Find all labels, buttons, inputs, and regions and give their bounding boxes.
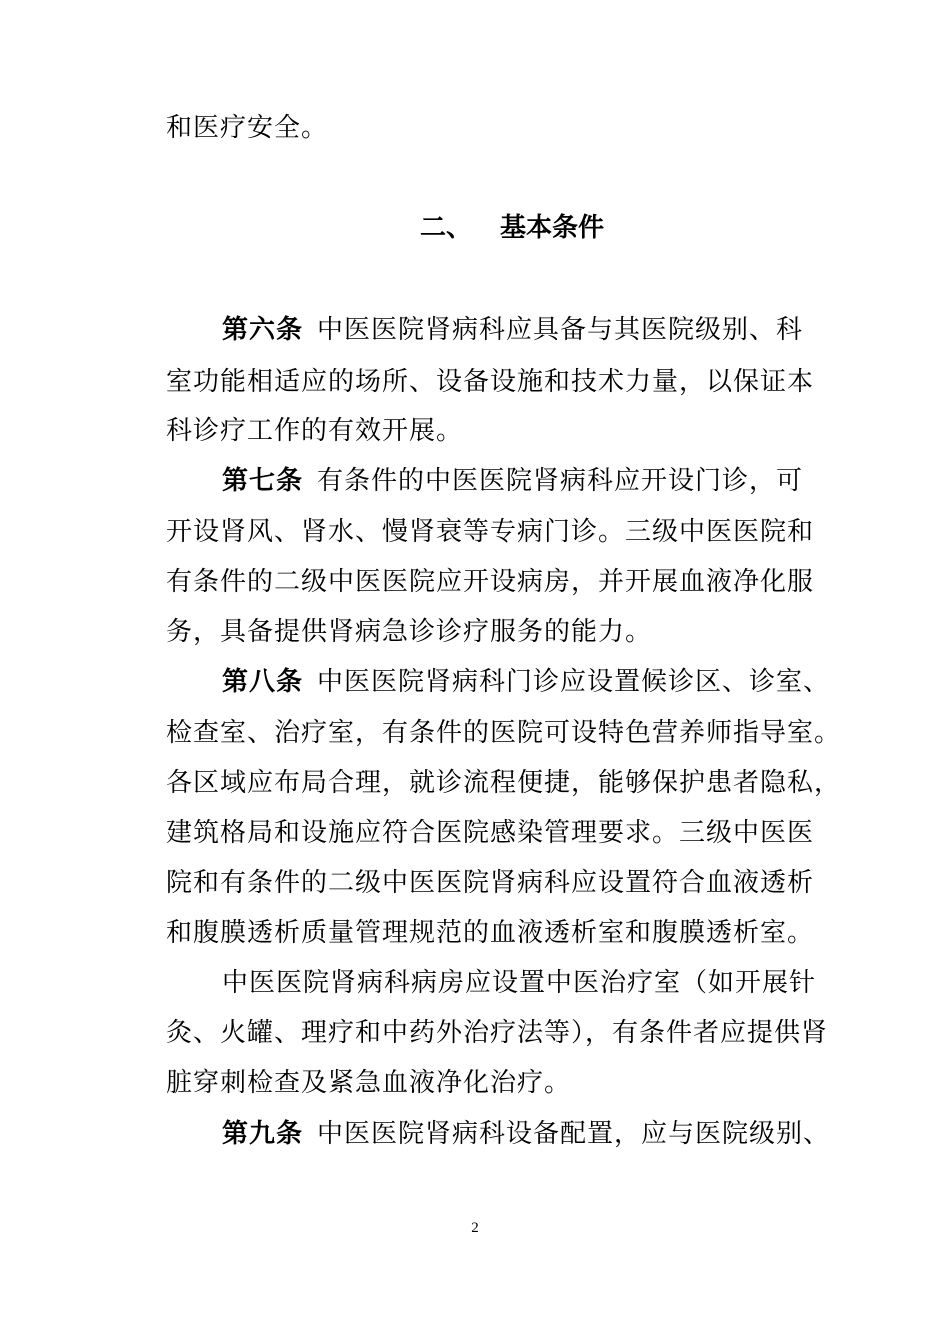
text-line: 室功能相适应的场所、设备设施和技术力量，以保证本 xyxy=(166,367,815,397)
text-line: 科诊疗工作的有效开展。 xyxy=(166,416,464,446)
article-paragraph-start xyxy=(222,665,830,699)
text-line: 中医医院肾病科病房应设置中医治疗室（如开展针 xyxy=(222,968,817,998)
text-line: 和腹膜透析质量管理规范的血液透析室和腹膜透析室。 xyxy=(166,918,815,948)
text-line: 灸、火罐、理疗和中药外治疗法等），有条件者应提供肾 xyxy=(166,1018,829,1048)
text-line: 中医医院肾病科门诊应设置候诊区、诊室、 xyxy=(317,667,831,697)
text-line: 建筑格局和设施应符合医院感染管理要求。三级中医医 xyxy=(166,818,815,848)
article-paragraph-start xyxy=(222,313,803,347)
text-line: 检查室、治疗室，有条件的医院可设特色营养师指导室。 xyxy=(166,718,842,748)
article-paragraph-start xyxy=(222,1117,830,1151)
text-line: 院和有条件的二级中医医院肾病科应设置符合血液透析 xyxy=(166,868,815,898)
article-label: 第六条 xyxy=(222,315,304,345)
section-number: 二、 xyxy=(420,213,473,243)
text-line: 开设肾风、肾水、慢肾衰等专病门诊。三级中医医院和 xyxy=(166,517,815,547)
text-line: 和医疗安全。 xyxy=(166,113,329,143)
text-line: 务，具备提供肾病急诊诊疗服务的能力。 xyxy=(166,617,653,647)
text-line: 中医医院肾病科设备配置，应与医院级别、 xyxy=(317,1119,831,1149)
section-title: 基本条件 xyxy=(500,213,605,243)
article-paragraph-start xyxy=(222,464,803,498)
text-line: 各区域应布局合理，就诊流程便捷，能够保护患者隐私， xyxy=(166,768,842,798)
text-line: 有条件的二级中医医院应开设病房，并开展血液净化服 xyxy=(166,567,815,597)
text-line: 中医医院肾病科应具备与其医院级别、科 xyxy=(317,315,804,345)
text-line: 有条件的中医医院肾病科应开设门诊，可 xyxy=(317,466,804,496)
section-heading xyxy=(420,211,604,245)
page-number: 2 xyxy=(471,1220,479,1236)
article-label: 第八条 xyxy=(222,667,304,697)
text-line: 脏穿刺检查及紧急血液净化治疗。 xyxy=(166,1068,572,1098)
article-label: 第九条 xyxy=(222,1119,304,1149)
article-label: 第七条 xyxy=(222,466,304,496)
